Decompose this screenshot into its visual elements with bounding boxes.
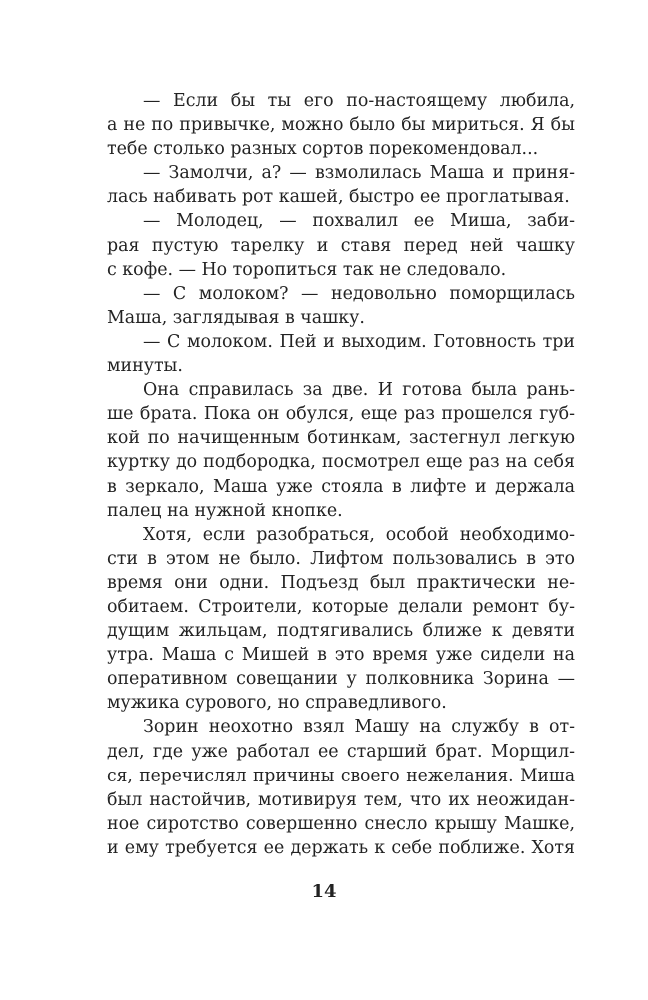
text-line: ся, перечислял причины своего нежелания. Миша [107, 765, 575, 786]
text-line: куртку до подбородка, посмотрел еще раз на себя [107, 452, 575, 473]
text-line: тебе столько разных сортов порекомендовал... [107, 139, 539, 160]
text-line: и ему требуется ее держать к себе поближе. Хотя [107, 837, 575, 858]
text-line: утра. Маша с Мишей в это время уже сидели на [107, 645, 575, 666]
text-line: Маша, заглядывая в чашку. [107, 307, 365, 328]
text-line: был настойчив, мотивируя тем, что их неожидан- [107, 789, 575, 810]
text-line: Зорин неохотно взял Машу на службу в от- [143, 717, 575, 738]
text-line: ше брата. Пока он обулся, еще раз прошелся губ- [107, 404, 575, 425]
text-line: а не по привычке, можно было бы мириться. Я бы [107, 115, 575, 136]
text-line: мужика сурового, но справедливого. [107, 693, 447, 714]
text-line: — С молоком. Пей и выходим. Готовность три [143, 331, 575, 352]
text-line: ное сиротство совершенно снесло крышу Машке, [107, 813, 575, 834]
text-line: — Молодец, — похвалил ее Миша, заби- [143, 211, 575, 232]
text-line: оперативном совещании у полковника Зорина — [107, 669, 575, 690]
text-line: сти в этом не было. Лифтом пользовались в это [107, 548, 575, 569]
page-number: 14 [311, 881, 337, 902]
text-line: обитаем. Строители, которые делали ремонт бу- [107, 596, 575, 617]
text-line: — Замолчи, а? — взмолилась Маша и приня- [143, 163, 575, 184]
body-text [107, 89, 575, 860]
text-line: кой по начищенным ботинкам, застегнул легкую [107, 428, 575, 449]
text-line: рая пустую тарелку и ставя перед ней чашку [107, 235, 575, 256]
text-line: минуты. [107, 356, 183, 377]
text-line: лась набивать рот кашей, быстро ее проглатывая. [107, 187, 570, 208]
text-line: дущим жильцам, подтягивались ближе к девяти [107, 621, 575, 642]
text-line: — Если бы ты его по-настоящему любила, [143, 91, 575, 111]
text-line: — С молоком? — недовольно поморщилась [143, 283, 575, 304]
text-line: дел, где уже работал ее старший брат. Морщил- [107, 741, 575, 762]
text-line: Она справилась за две. И готова была рань- [143, 380, 575, 401]
text-line: время они одни. Подъезд был практически не- [107, 572, 575, 593]
text-line: Хотя, если разобраться, особой необходимо- [143, 524, 575, 545]
text-line: в зеркало, Маша уже стояла в лифте и держала [107, 476, 575, 497]
text-line: с кофе. — Но торопиться так не следовало. [107, 259, 507, 280]
text-line: палец на нужной кнопке. [107, 500, 343, 521]
